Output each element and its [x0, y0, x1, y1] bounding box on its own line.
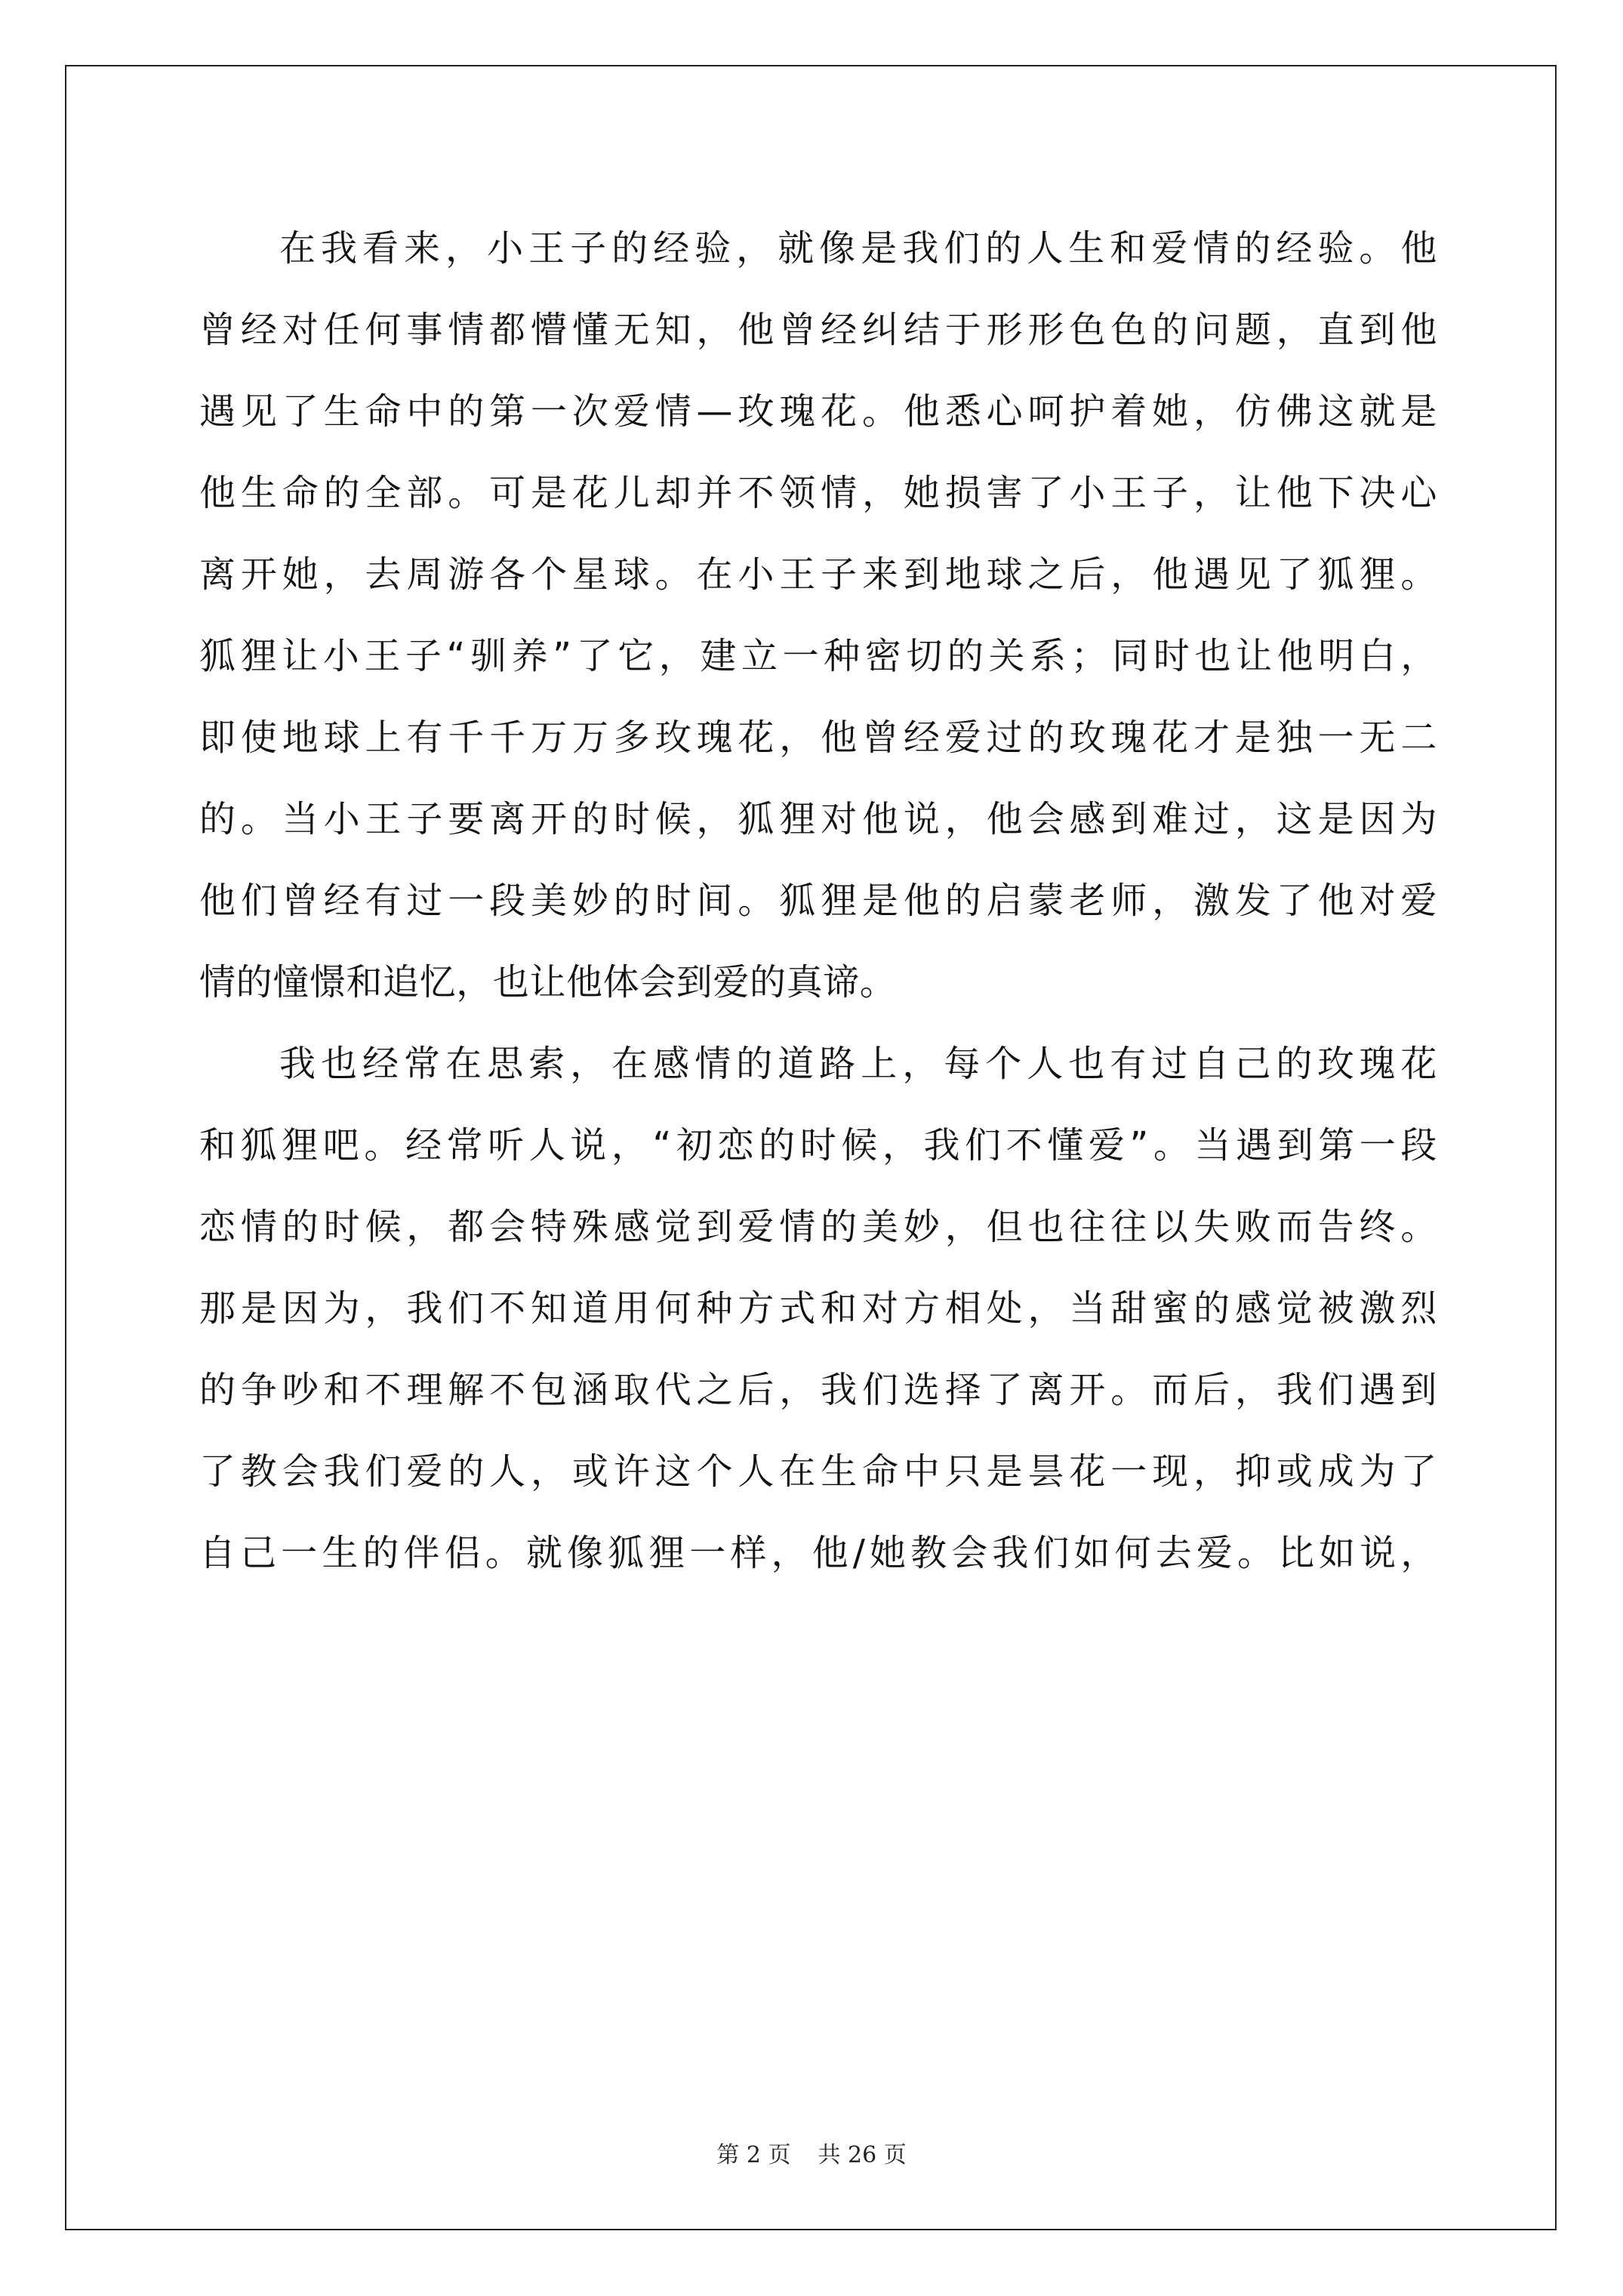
text-line: 自己一生的伴侣。就像狐狸一样，他/她教会我们如何去爱。比如说， — [199, 1532, 1437, 1574]
text-line: 狐狸让小王子“驯养”了它，建立一种密切的关系；同时也让他明白， — [199, 635, 1437, 677]
page-number: 第 2 页 — [716, 2142, 791, 2168]
page-footer — [0, 2140, 1623, 2171]
text-line: 那是因为，我们不知道用何种方式和对方相处，当甜蜜的感觉被激烈 — [199, 1287, 1437, 1330]
text-line: 他生命的全部。可是花儿却并不领情，她损害了小王子，让他下决心 — [199, 472, 1437, 514]
text-line: 离开她，去周游各个星球。在小王子来到地球之后，他遇见了狐狸。 — [199, 553, 1437, 596]
text-line: 情的憧憬和追忆，也让他体会到爱的真谛。 — [199, 961, 897, 1003]
text-line: 我也经常在思索，在感情的道路上，每个人也有过自己的玫瑰花 — [279, 1043, 1437, 1085]
text-line: 和狐狸吧。经常听人说，“初恋的时候，我们不懂爱”。当遇到第一段 — [199, 1124, 1437, 1166]
text-line: 的争吵和不理解不包涵取代之后，我们选择了离开。而后，我们遇到 — [199, 1369, 1437, 1411]
page-total: 共 26 页 — [818, 2142, 907, 2168]
text-line: 的。当小王子要离开的时候，狐狸对他说，他会感到难过，这是因为 — [199, 798, 1437, 840]
text-line: 即使地球上有千千万万多玫瑰花，他曾经爱过的玫瑰花才是独一无二 — [199, 717, 1437, 759]
text-line: 他们曾经有过一段美妙的时间。狐狸是他的启蒙老师，激发了他对爱 — [199, 880, 1437, 922]
text-line: 了教会我们爱的人，或许这个人在生命中只是昙花一现，抑或成为了 — [199, 1450, 1437, 1493]
text-line: 在我看来，小王子的经验，就像是我们的人生和爱情的经验。他 — [279, 227, 1437, 270]
text-line: 恋情的时候，都会特殊感觉到爱情的美妙，但也往往以失败而告终。 — [199, 1206, 1437, 1248]
text-line: 曾经对任何事情都懵懂无知，他曾经纠结于形形色色的问题，直到他 — [199, 309, 1437, 351]
text-line: 遇见了生命中的第一次爱情—玫瑰花。他悉心呵护着她，仿佛这就是 — [199, 390, 1437, 433]
